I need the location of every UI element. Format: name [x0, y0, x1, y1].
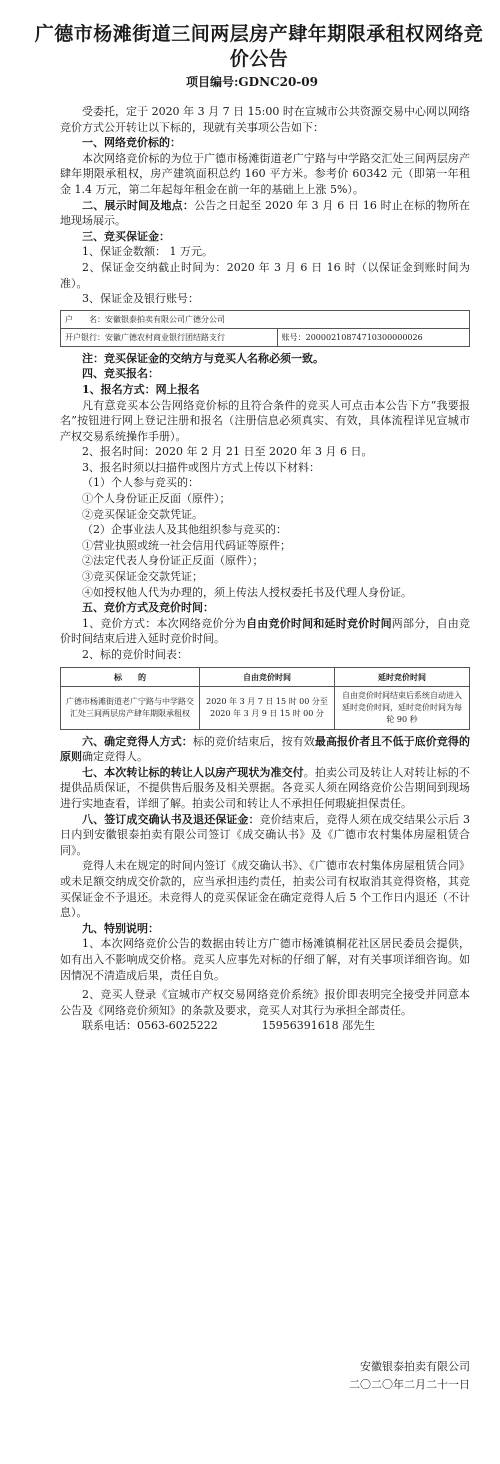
section-7-title: 七、本次转让标的转让人以房产现状为准交付	[82, 765, 304, 779]
list-item: ③竞买保证金交款凭证；	[82, 570, 203, 584]
bank-account-table	[60, 310, 470, 347]
individual-heading: （1）个人参与竞买的：	[82, 476, 199, 490]
deposit-deadline: 2、保证金交纳截止时间为：2020 年 3 月 6 日 16 时（以保证金到账时间为准）。	[60, 260, 470, 290]
list-item: ④如授权他人代为办理的，须上传法人授权委托书及代理人身份证。	[82, 585, 412, 599]
section-6	[60, 734, 470, 765]
table-row	[61, 310, 470, 328]
bank-name-label: 开户银行：	[65, 332, 105, 342]
registration-method-text: 凡有意竞买本公告网络竞价标的且符合条件的竞买人可点击本公告下方“我要报名”按钮进行网上登记注册和报名（注册信息必须真实、有效，具体流程详见宣城市产权交易系统操作手册）。	[60, 398, 470, 443]
column-header: 自由竞价时间	[200, 667, 335, 686]
registration-materials: 3、报名时须以扫描件或图片方式上传以下材料：	[82, 460, 320, 474]
bidding-method-emphasis: 自由竞价时间和延时竞价时间	[246, 616, 392, 630]
organization-heading: （2）企事业法人及其他组织参与竞买的：	[82, 523, 287, 537]
bidding-method	[60, 616, 470, 647]
section-4-title: 四、竞买报名：	[82, 367, 159, 381]
account-number-value: 20000210874710300000026	[305, 332, 423, 342]
section-2-title: 二、展示时间及地点：	[82, 198, 195, 212]
contact-info: 联系电话：0563-6025222 15956391618 邵先生	[82, 1019, 376, 1033]
bank-name-cell	[61, 328, 278, 346]
signer-company: 安徽银泰拍卖有限公司	[360, 1360, 470, 1373]
table-cell: 自由竞价时间结束后系统自动进入延时竞价时间，延时竞价时间为每轮 90 秒	[335, 686, 470, 729]
bank-name-value: 安徽广德农村商业银行团结路支行	[105, 332, 225, 342]
deposit-note: 注：竞买保证金的交纳方与竞买人名称必须一致。	[82, 351, 324, 365]
table-row	[61, 686, 470, 729]
project-number: 项目编号:GDNC20-09	[186, 75, 318, 89]
signer-block	[349, 1358, 470, 1394]
list-item: ②法定代表人身份证正反面（原件）；	[82, 554, 264, 568]
section-6-text: 标的竞价结束后，按有效	[192, 734, 315, 748]
section-5-title: 五、竞价方式及竞价时间：	[82, 601, 214, 615]
table-header-row	[61, 667, 470, 686]
section-9-title: 九、特别说明：	[82, 921, 159, 935]
special-note-1: 1、本次网络竞价公告的数据由转让方广德市杨滩镇桐花社区居民委员会提供，如有出入不影响成交价格。竞买人应事先对标的仔细了解，对有关事项详细咨询。如因情况不清造成后果，责任自负。	[60, 937, 470, 982]
list-item: ①个人身份证正反面（原件）；	[82, 492, 231, 506]
account-name-value: 安徽银泰拍卖有限公司广德分公司	[105, 314, 225, 324]
bidding-method-tail: 两部分，自由竞价时间结束后进入延时竞价时间。	[60, 616, 471, 646]
bidding-method-lead: 1、竞价方式：本次网络竞价分为	[82, 616, 247, 630]
table-cell: 广德市杨滩街道老广宁路与中学路交汇处三间两层房产肆年期限承租权	[61, 686, 200, 729]
bid-schedule-table	[60, 667, 470, 730]
section-6-tail: 确定竞得人。	[82, 750, 148, 764]
registration-method: 1、报名方式：网上报名	[82, 382, 200, 396]
account-name-label: 户 名：	[65, 314, 105, 324]
list-item: ②竞买保证金交款凭证。	[82, 507, 203, 521]
list-item: ①营业执照或统一社会信用代码证等原件；	[82, 538, 291, 552]
table-row	[61, 328, 470, 346]
account-number-label: 账号：	[281, 332, 306, 342]
bid-schedule-heading: 2、标的竞价时间表：	[82, 648, 188, 661]
section-1-text: 本次网络竞价标的为位于广德市杨滩街道老广宁路与中学路交汇处三间两层房产肆年期限承租权，房产建筑面积总约 160 平方米。参考价 60342 元（即第一年租金 1.4 万元，第二年起每年租金在前一年的基础上上涨 5%）。	[60, 151, 470, 196]
section-1-title: 一、网络竞价标的：	[82, 136, 181, 150]
section-6-emphasis: 最高报价者且不低于底价竞得的原则	[60, 734, 471, 764]
deposit-amount: 1、保证金数额： 1 万元。	[82, 245, 213, 259]
intro-paragraph: 受委托，定于 2020 年 3 月 7 日 15:00 时在宣城市公共资源交易中心网以网络竞价方式公开转让以下标的，现就有关事项公告如下：	[60, 105, 470, 134]
section-2	[60, 198, 470, 229]
section-7	[60, 765, 470, 812]
section-8-text: 竞价结束后，竞得人须在成交结果公示后 3 日内到安徽银泰拍卖有限公司签订《成交确认书》及《广德市农村集体房屋租赁合同》。	[60, 812, 471, 857]
section-8-title: 八、签订成交确认书及退还保证金：	[82, 812, 260, 826]
section-7-text: 。拍卖公司及转让人对转让标的不提供品质保证，不提供售后服务及相关票据。各竞买人须在网络竞价公告期间到现场进行实地查看，详细了解。拍卖公司和转让人不承担任何瑕疵担保责任。	[60, 765, 470, 810]
notice-date: 二〇二〇年二月二十一日	[349, 1378, 470, 1391]
column-header: 延时竞价时间	[335, 667, 470, 686]
section-8	[60, 812, 470, 859]
section-8-paragraph-2: 竞得人未在规定的时间内签订《成交确认书》、《广德市农村集体房屋租赁合同》或未足额交纳成交价款的，应当承担违约责任，拍卖公司有权取消其竞得资格，其竞买保证金不予退还。未竞得人的竞买保证金在确定竞得人后 5 个工作日内退还（不计息）。	[60, 859, 470, 920]
page-title: 广德市杨滩街道三间两层房产肆年期限承租权网络竞价公告	[34, 23, 484, 70]
account-number-cell	[277, 328, 469, 346]
special-note-2: 2、竞买人登录《宣城市产权交易网络竞价系统》报价即表明完全接受并同意本公告及《网络竞价须知》的条款及要求，竞买人对其行为承担全部责任。	[60, 988, 470, 1017]
section-3-title: 三、竞买保证金：	[82, 229, 170, 243]
registration-time: 2、报名时间：2020 年 2 月 21 日至 2020 年 3 月 6 日。	[82, 445, 373, 459]
section-6-title: 六、确定竞得人方式：	[82, 734, 193, 748]
table-cell: 2020 年 3 月 7 日 15 时 00 分至 2020 年 3 月 9 日 15 时 00 分	[200, 686, 335, 729]
column-header: 标 的	[61, 667, 200, 686]
account-name-cell	[61, 310, 470, 328]
deposit-bank-heading: 3、保证金及银行账号：	[82, 292, 199, 306]
section-2-text: 公告之日起至 2020 年 3 月 6 日 16 时止在标的物所在地现场展示。	[60, 198, 471, 228]
